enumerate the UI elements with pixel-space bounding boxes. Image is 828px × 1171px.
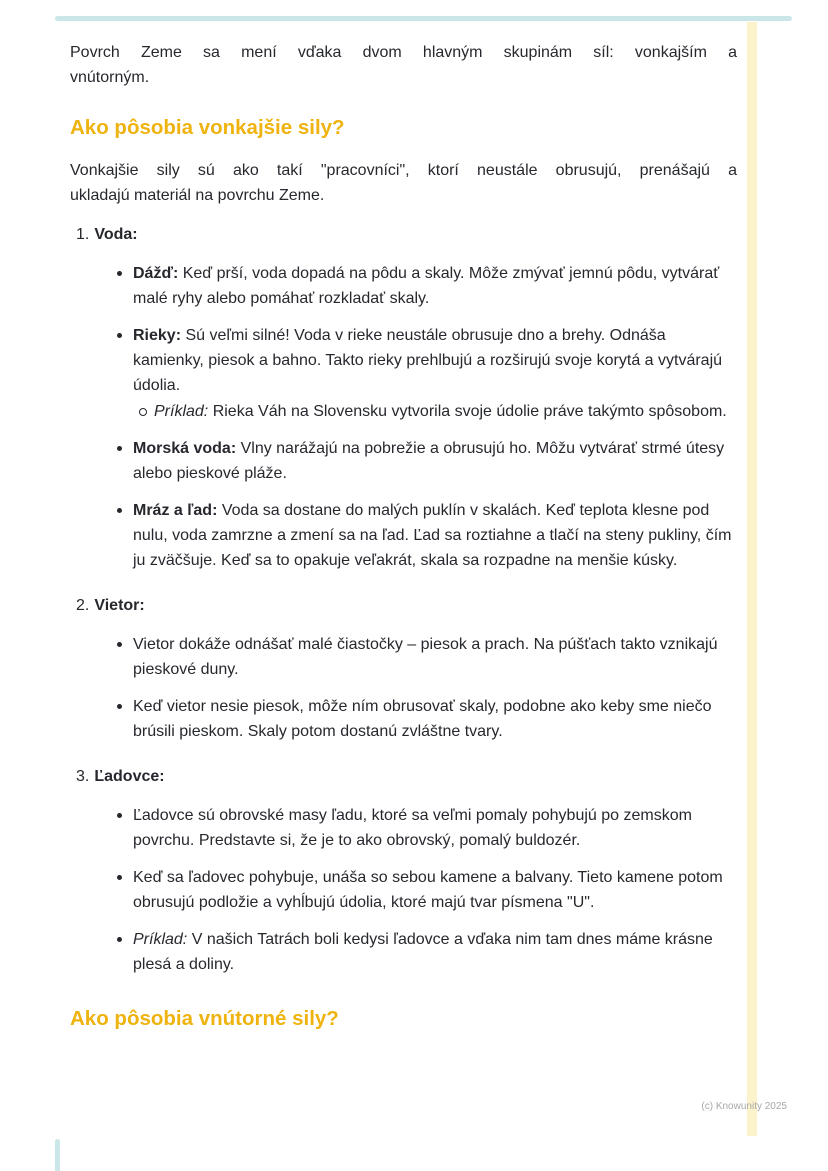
bullet-icon [117,632,133,682]
sub-bullet-text: Rieka Váh na Slovensku vytvorila svoje údolie práve takýmto spôsobom. [208,403,727,420]
sub-bullet-icon [139,399,154,424]
item-term: Voda: [94,226,138,243]
bullet-text-block [133,498,737,573]
bullet-icon [117,261,133,311]
item-number: 3. [76,768,90,785]
external-forces-intro [70,158,737,208]
numbered-term-row [70,593,737,618]
previous-page-bottom-edge [55,16,792,21]
paragraph-line: Vonkajšie sily sú ako takí "pracovníci", ktorí neustále obrusujú, prenášajú a [70,162,737,179]
bullet-icon [117,436,133,486]
right-accent-bar [747,22,757,1136]
bullet-text-block [133,323,737,424]
item-number: 2. [76,597,90,614]
sub-bullet-text-block [154,399,737,424]
bullet-icon [117,498,133,573]
bullet-list [70,632,737,744]
bullet-paragraph [133,323,737,398]
numbered-term-row [70,764,737,789]
bullet-text-block: Ľadovce sú obrovské masy ľadu, ktoré sa veľmi pomaly pohybujú po zemskom povrchu. Predstavte si, že je to ako obrovský, pomalý buldozér. [133,807,692,849]
bullet-text: Sú veľmi silné! Voda v rieke neustále obrusuje dno a brehy. Odnáša kamienky, piesok a bahno. Takto rieky prehlbujú a rozširujú svoje korytá a vytvárajú údolia. [133,327,723,394]
document-content [70,40,737,1032]
numbered-term-row [70,222,737,247]
bullet-icon [117,803,133,853]
bullet-text-block: Vietor dokáže odnášať malé čiastočky – piesok a prach. Na púšťach takto vznikajú pieskové duny. [133,636,718,678]
heading-external-forces: Ako pôsobia vonkajšie sily? [70,116,345,139]
watermark: (c) Knowunity 2025 [701,1101,787,1112]
bullet-item [117,803,737,853]
bullet-item [117,632,737,682]
bullet-item-morska-voda [117,436,737,486]
bullet-text-block [133,261,737,311]
bullet-text-block [133,436,737,486]
sub-bullet-item-priklad [133,399,737,424]
next-page-left-edge [55,1139,60,1171]
bullet-item-priklad [117,927,737,977]
bullet-list [70,803,737,977]
bullet-icon [117,927,133,977]
bullet-icon [117,865,133,915]
sub-bullet-lead: Príklad: [154,403,209,420]
bullet-text: Vlny narážajú na pobrežie a obrusujú ho. Môžu vytvárať strmé útesy alebo pieskové pláže. [133,440,725,482]
paragraph-line: Povrch Zeme sa mení vďaka dvom hlavným skupinám síl: vonkajším a [70,44,737,61]
bullet-item [117,694,737,744]
bullet-icon [117,694,133,744]
item-term: Ľadovce: [94,768,165,785]
bullet-lead: Príklad: [133,931,188,948]
bullet-list [70,261,737,573]
bullet-text: Voda sa dostane do malých puklín v skalách. Keď teplota klesne pod nulu, voda zamrzne a zmení sa na ľad. Ľad sa roztiahne a tlačí na steny pukliny, čím ju zväčšuje. Keď sa to opakuje veľakrát, skala sa rozpadne na menšie kúsky. [133,502,732,569]
bullet-item-rieky [117,323,737,424]
heading-internal-forces: Ako pôsobia vnútorné sily? [70,1007,339,1030]
intro-paragraph [70,40,737,90]
bullet-item [117,865,737,915]
bullet-lead: Rieky: [133,327,182,344]
bullet-lead: Morská voda: [133,440,237,457]
bullet-text-block [133,927,737,977]
list-item-ladovce [70,764,737,977]
bullet-text: V našich Tatrách boli kedysi ľadovce a vďaka nim tam dnes máme krásne plesá a doliny. [133,931,713,973]
bullet-item-mraz-a-lad [117,498,737,573]
bullet-icon [117,323,133,424]
item-number: 1. [76,226,90,243]
bullet-lead: Dážď: [133,265,179,282]
bullet-text-block: Keď vietor nesie piesok, môže ním obrusovať skaly, podobne ako keby sme niečo brúsili pieskom. Skaly potom dostanú zvláštne tvary. [133,698,712,740]
bullet-text: Keď prší, voda dopadá na pôdu a skaly. Môže zmývať jemnú pôdu, vytvárať malé ryhy alebo pomáhať rozkladať skaly. [133,265,720,307]
paragraph-line: ukladajú materiál na povrchu Zeme. [70,187,325,204]
bullet-text-block: Keď sa ľadovec pohybuje, unáša so sebou kamene a balvany. Tieto kamene potom obrusujú podložie a vyhĺbujú údolia, ktoré majú tvar písmena "U". [133,869,723,911]
external-forces-list [70,222,737,977]
paragraph-line: vnútorným. [70,69,150,86]
bullet-lead: Mráz a ľad: [133,502,218,519]
bullet-item-dazd [117,261,737,311]
list-item-vietor [70,593,737,744]
list-item-voda [70,222,737,573]
item-term: Vietor: [94,597,145,614]
